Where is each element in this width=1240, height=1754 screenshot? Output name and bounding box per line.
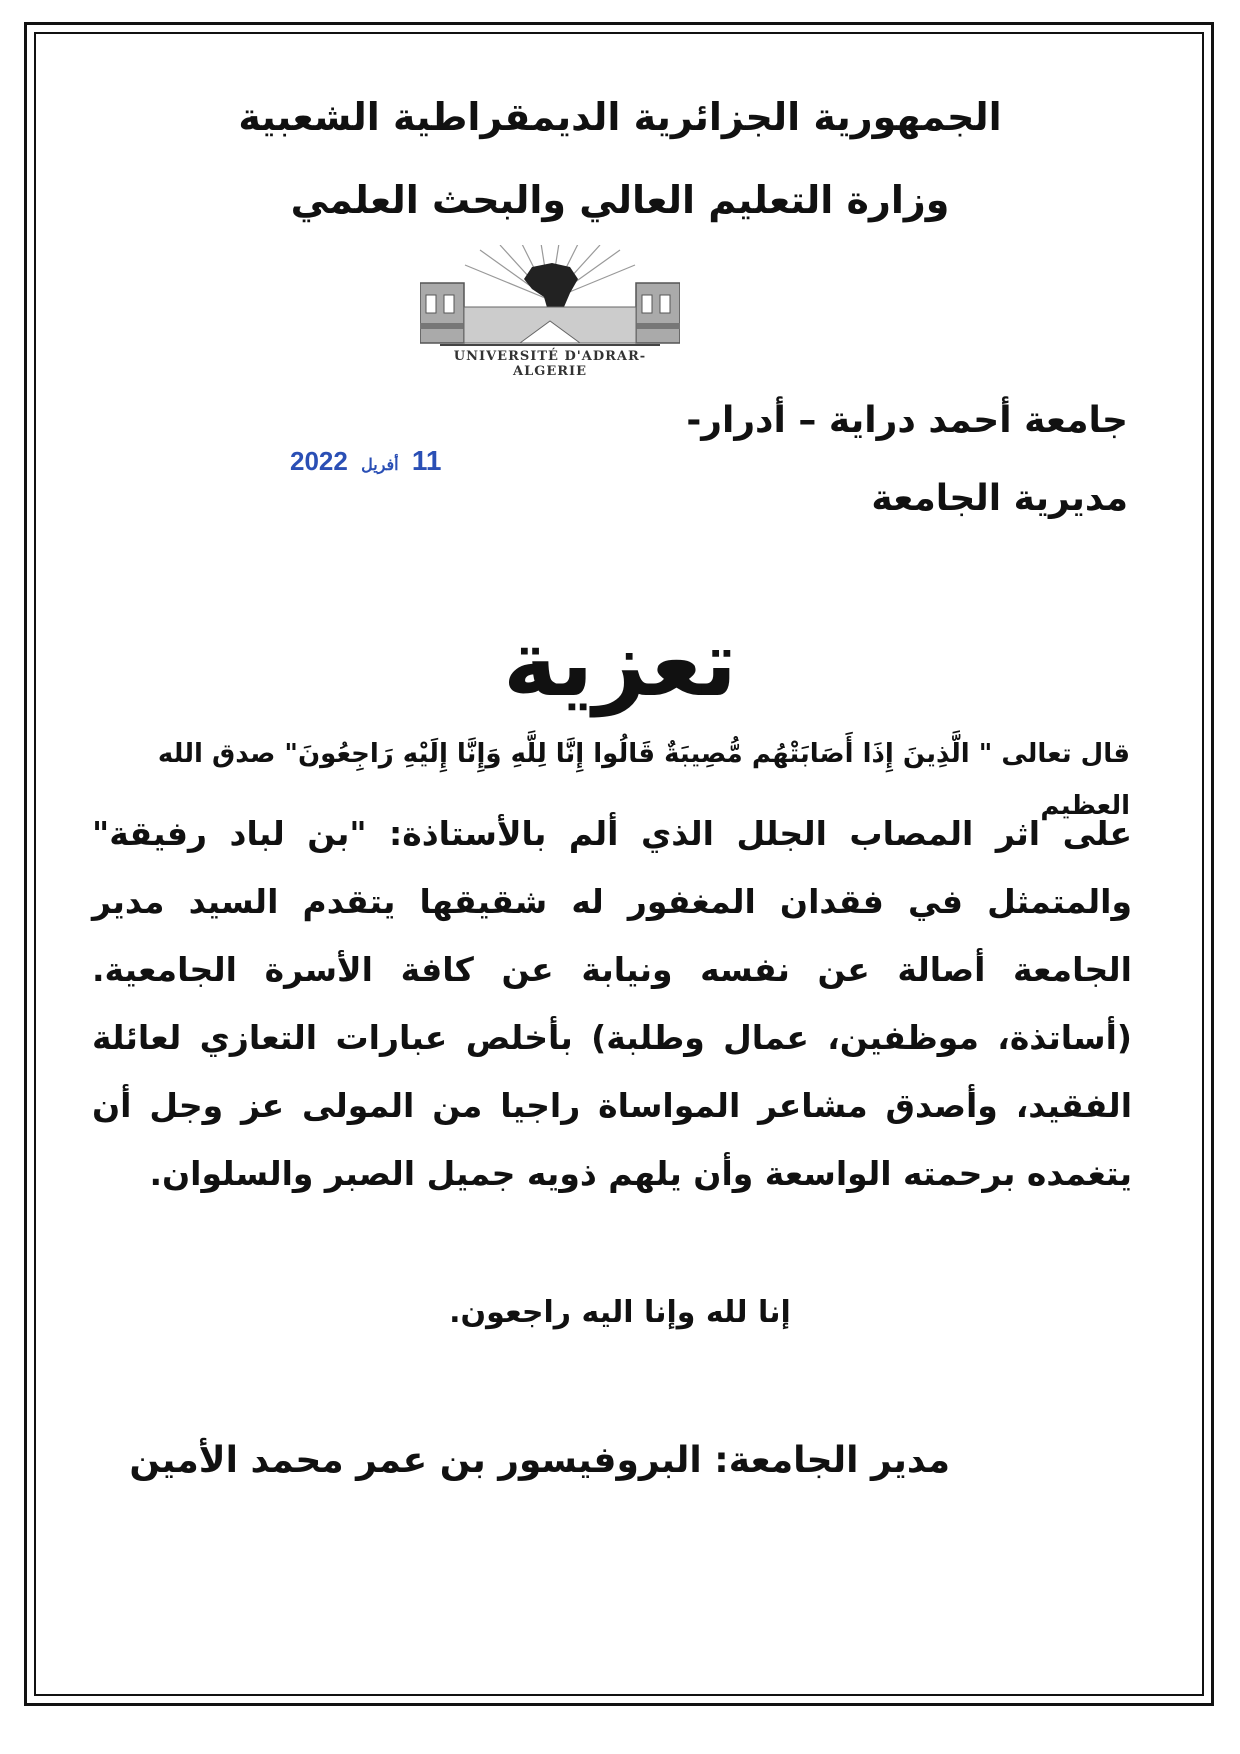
sender-directorate: مديرية الجامعة <box>871 478 1128 519</box>
condolence-body: على اثر المصاب الجلل الذي ألم بالأستاذة: "بن لباد رفيقة" والمتمثل في فقدان المغفور له شقيقها يتقدم السيد مدير الجامعة أصالة عن نفسه ونيابة عن كافة الأسرة الجامعية.(أساتذة، موظفين، عمال وطلبة) بأخلص عبارات التعازي لعائلة الفقيد، وأصدق مشاعر المواساة راجيا من المولى عز وجل أن يتغمده برحمته الواسعة وأن يلهم ذويه جميل الصبر والسلوان. <box>92 814 1132 1193</box>
quran-verse: قال تعالى " الَّذِينَ إِذَا أَصَابَتْهُم مُّصِيبَةٌ قَالُوا إِنَّا لِلَّهِ وَإِنَّا إِلَيْهِ رَاجِعُونَ" صدق الله العظيم <box>157 739 1130 821</box>
closing-phrase: إنا لله وإنا اليه راجعون. <box>449 1295 791 1330</box>
logo-caption: UNIVERSITÉ D'ADRAR-ALGERIE <box>453 349 647 379</box>
document-title: تعزية <box>502 610 738 717</box>
date-stamp <box>290 445 441 477</box>
university-logo <box>420 245 680 379</box>
republic-heading: الجمهورية الجزائرية الديمقراطية الشعبية <box>238 95 1002 139</box>
date-stamp-month: أفريل <box>361 457 399 474</box>
sender-university: جامعة أحمد دراية – أدرار- <box>686 400 1128 441</box>
date-stamp-year: 2022 <box>290 446 348 476</box>
date-stamp-day: 11 <box>411 445 442 476</box>
signature-line: مدير الجامعة: البروفيسور بن عمر محمد الأمين <box>129 1440 950 1481</box>
ministry-heading: وزارة التعليم العالي والبحث العلمي <box>290 178 950 222</box>
university-logo-emblem <box>420 245 680 350</box>
